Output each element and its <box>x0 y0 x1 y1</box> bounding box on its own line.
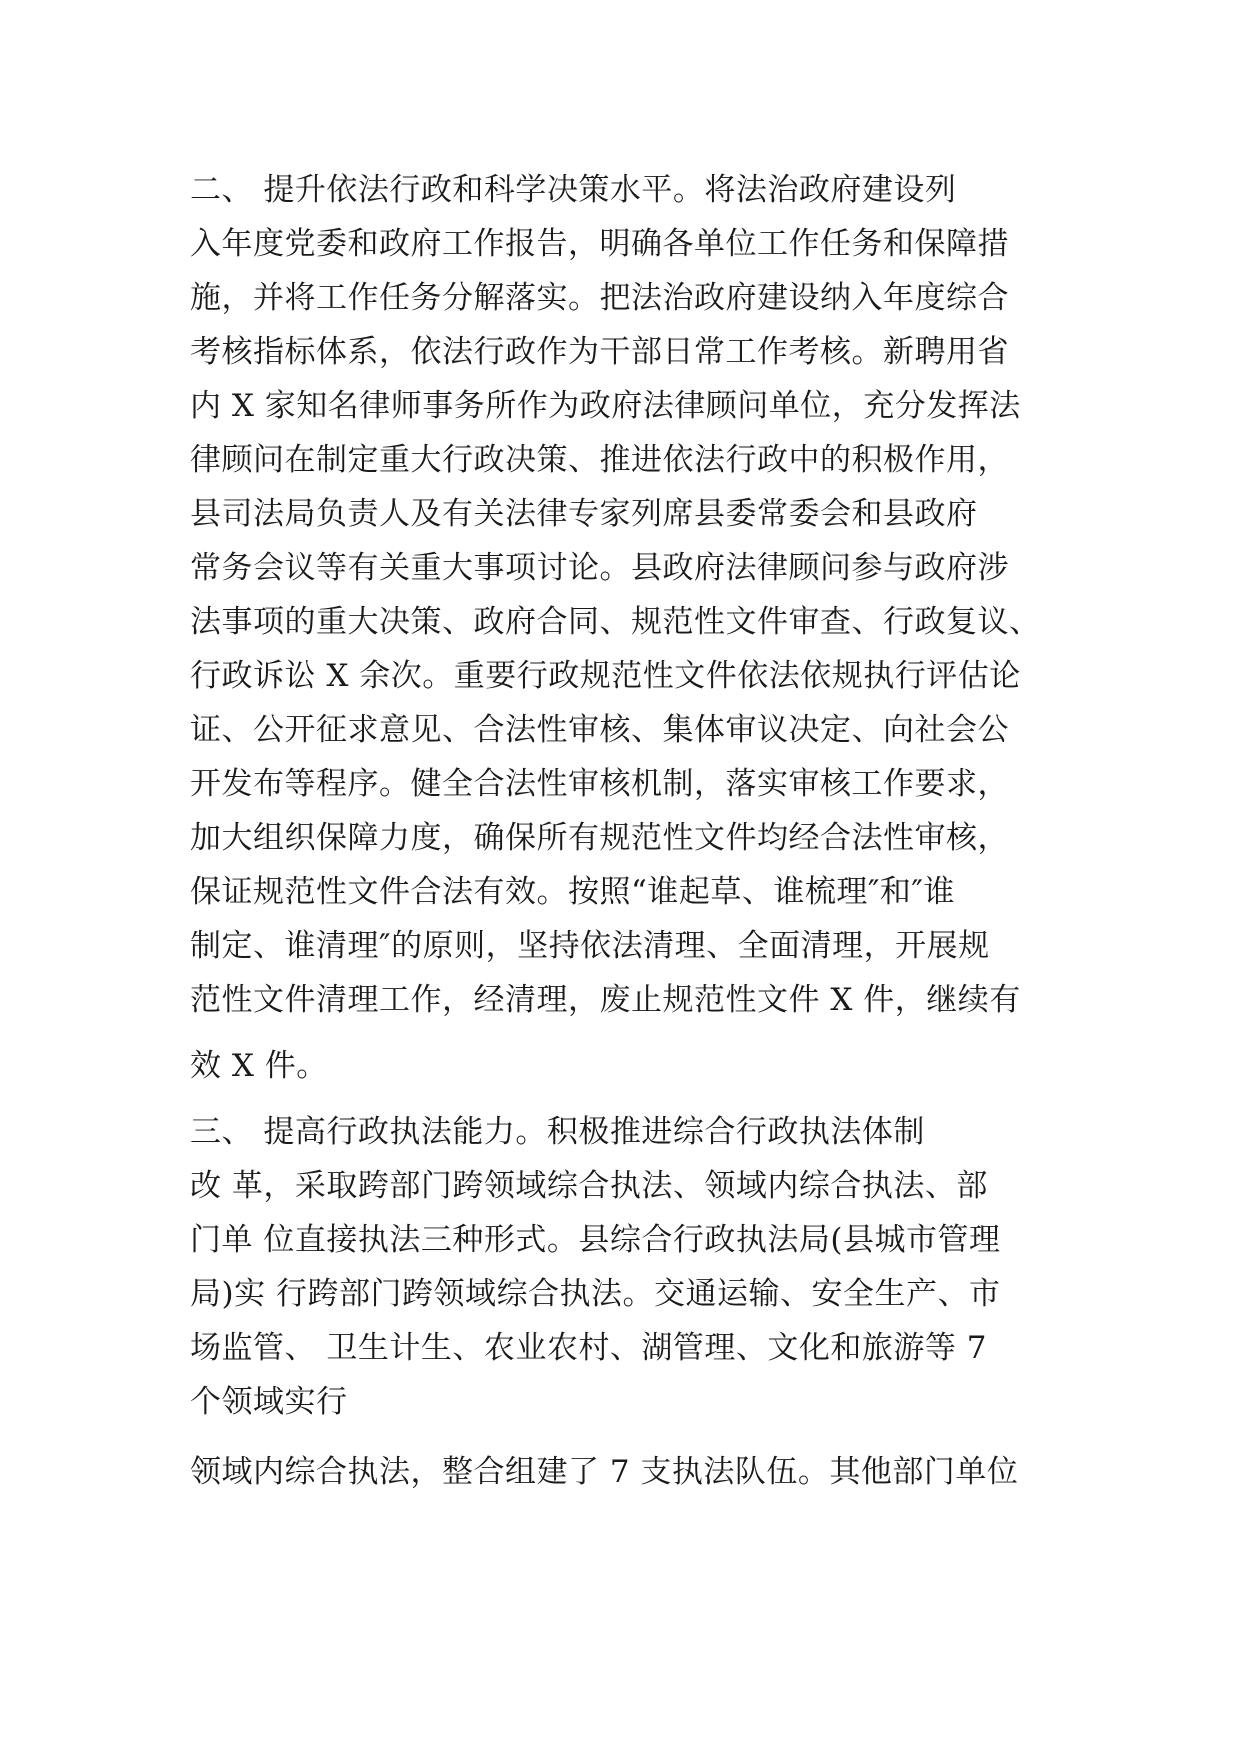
text-line: 县司法局负责人及有关法律专家列席县委常委会和县政府 <box>190 496 978 532</box>
text-line: 效 X 件。 <box>190 1048 328 1084</box>
text-line: 制定、谁清理″的原则，坚持依法清理、全面清理，开展规 <box>190 928 990 964</box>
text-line: 个领域实行 <box>190 1384 348 1420</box>
text-line: 行政诉讼 X 余次。重要行政规范性文件依法依规执行评估论 <box>190 658 1021 694</box>
text-line: 场监管、 卫生计生、农业农村、湖管理、文化和旅游等 7 <box>190 1330 987 1366</box>
text-line: 入年度党委和政府工作报告，明确各单位工作任务和保障措 <box>190 226 1009 262</box>
text-line: 内 X 家知名律师事务所作为政府法律顾问单位，充分发挥法 <box>190 388 1021 424</box>
text-line: 开发布等程序。健全合法性审核机制，落实审核工作要求， <box>190 766 1009 802</box>
text-line: 考核指标体系，依法行政作为干部日常工作考核。新聘用省 <box>190 334 1009 370</box>
text-line: 改 革，采取跨部门跨领域综合执法、领域内综合执法、部 <box>190 1168 988 1204</box>
text-line: 常务会议等有关重大事项讨论。县政府法律顾问参与政府涉 <box>190 550 1009 586</box>
text-line: 三、 提高行政执法能力。积极推进综合行政执法体制 <box>190 1114 925 1150</box>
text-line: 律顾问在制定重大行政决策、推进依法行政中的积极作用， <box>190 442 1009 478</box>
text-line: 局)实 行跨部门跨领域综合执法。交通运输、安全生产、市 <box>190 1276 1001 1312</box>
text-line: 范性文件清理工作，经清理，废止规范性文件 X 件，继续有 <box>190 982 1021 1018</box>
text-line: 保证规范性文件合法有效。按照“谁起草、谁梳理″和″谁 <box>190 874 956 910</box>
text-line: 证、公开征求意见、合法性审核、集体审议决定、向社会公 <box>190 712 1009 748</box>
text-line: 二、 提升依法行政和科学决策水平。将法治政府建设列 <box>190 172 957 208</box>
text-line: 施，并将工作任务分解落实。把法治政府建设纳入年度综合 <box>190 280 1009 316</box>
text-line: 领域内综合执法，整合组建了 7 支执法队伍。其他部门单位 <box>190 1454 1019 1490</box>
text-line: 加大组织保障力度，确保所有规范性文件均经合法性审核， <box>190 820 1009 856</box>
text-line: 法事项的重大决策、政府合同、规范性文件审查、行政复议、 <box>190 604 1041 640</box>
text-line: 门单 位直接执法三种形式。县综合行政执法局(县城市管理 <box>190 1222 1001 1258</box>
